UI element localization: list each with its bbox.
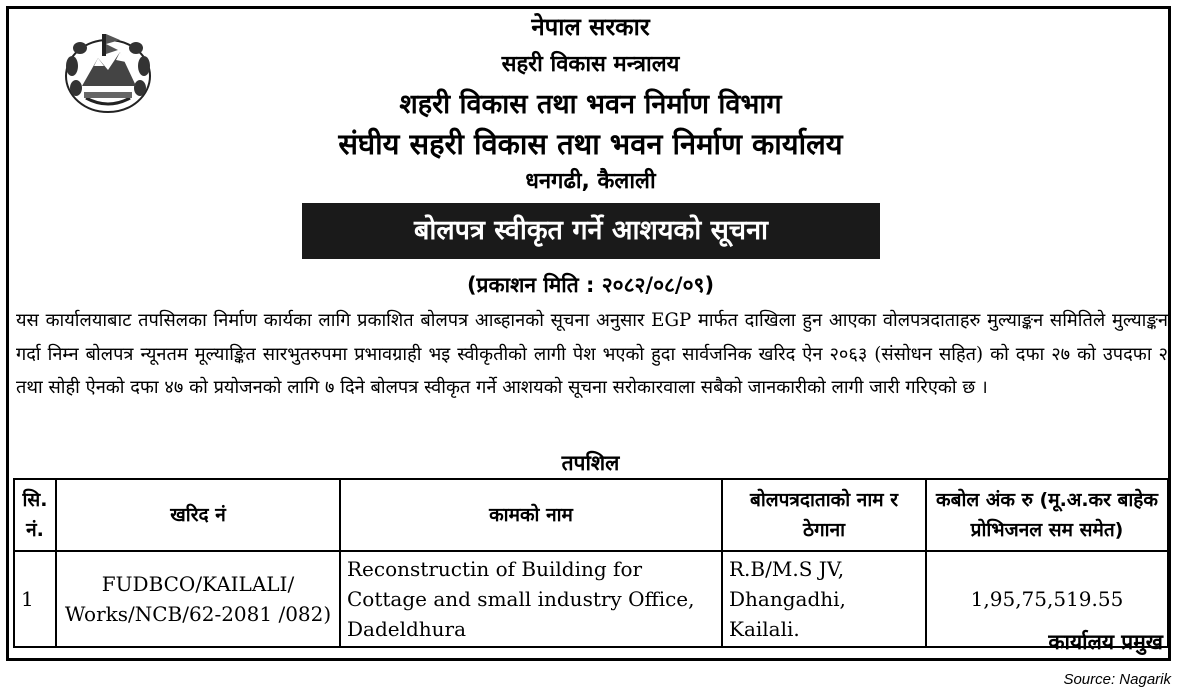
header-office: संघीय सहरी विकास तथा भवन निर्माण कार्यालय bbox=[338, 127, 843, 161]
cell-procurement-no: FUDBCO/KAILALI/ Works/NCB/62-2081 /082) bbox=[56, 551, 340, 647]
notice-body: यस कार्यालयाबाट तपसिलका निर्माण कार्यका लागि प्रकाशित बोलपत्र आब्हानको सूचना अनुसार EGP मार्फत दाखिला हुन आएका वोलपत्रदाताहरु मुल्याङ्कन समितिले मुल्याङ्कन गर्दा निम्न बोलपत्र न्यूनतम मूल्याङ्कित सारभुतरुपमा प्रभावग्राही भइ स्वीकृतीको लागी पेश भएको हुदा सार्वजनिक खरिद ऐन २०६३ (संसोधन सहित) को दफा २७ को उपदफा २ तथा सोही ऐनको दफा ४७ को प्रयोजनको लागि ७ दिने बोलपत्र स्वीकृत गर्ने आशयको सूचना सरोकारवाला सबैको जानकारीको लागी जारी गरिएको छ । bbox=[16, 310, 1168, 398]
table-row bbox=[14, 551, 1168, 647]
notice-title: बोलपत्र स्वीकृत गर्ने आशयको सूचना bbox=[302, 203, 880, 259]
source-credit: Source: Nagarik bbox=[1063, 671, 1171, 688]
publication-date: (प्रकाशन मिति : २०८२/०८/०९) bbox=[466, 273, 715, 297]
header-location: धनगढी, कैलाली bbox=[525, 169, 656, 194]
signoff: कार्यालय प्रमुख bbox=[1048, 630, 1163, 654]
table-header-row bbox=[14, 479, 1168, 551]
details-heading: तपशिल bbox=[561, 451, 620, 475]
cell-sn: 1 bbox=[14, 551, 56, 647]
cell-work-name: Reconstructin of Building for Cottage and small industry Office, Dadeldhura bbox=[340, 551, 722, 647]
cell-amount: 1,95,75,519.55 bbox=[926, 551, 1168, 647]
col-work-header: कामको नाम bbox=[340, 479, 722, 551]
header-government: नेपाल सरकार bbox=[531, 13, 650, 41]
col-sn-header: सि. नं. bbox=[14, 479, 56, 551]
col-bidder-header: बोलपत्रदाताको नाम र ठेगाना bbox=[722, 479, 926, 551]
cell-bidder: R.B/M.S JV, Dhangadhi, Kailali. bbox=[722, 551, 926, 647]
bid-table bbox=[13, 478, 1169, 648]
col-procurement-header: खरिद नं bbox=[56, 479, 340, 551]
col-amount-header: कबोल अंक रु (मू.अ.कर बाहेक प्रोभिजनल सम समेत) bbox=[926, 479, 1168, 551]
header-ministry: सहरी विकास मन्त्रालय bbox=[501, 52, 680, 77]
header-department: शहरी विकास तथा भवन निर्माण विभाग bbox=[399, 89, 782, 120]
